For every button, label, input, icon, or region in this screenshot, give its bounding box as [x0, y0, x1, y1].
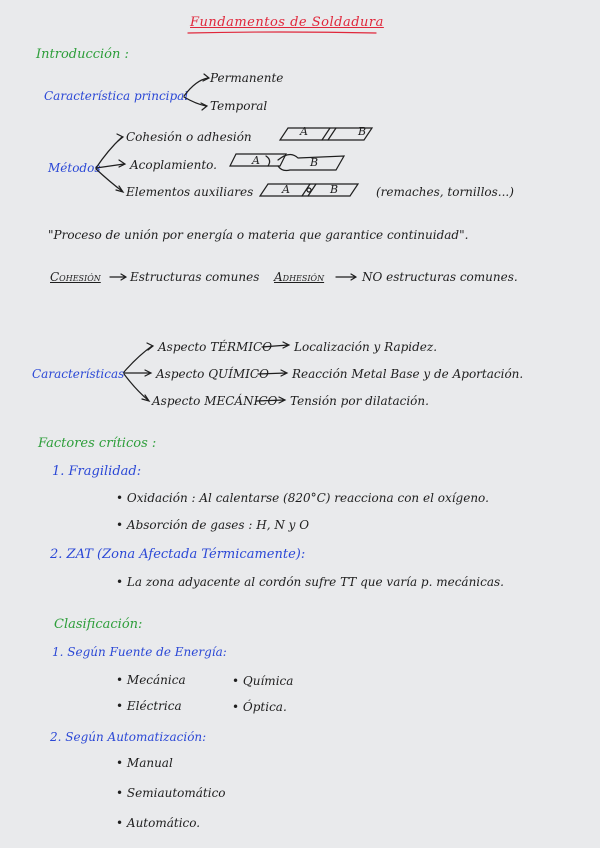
segun-automatizacion: 2. Según Automatización: — [50, 730, 207, 744]
branch-temporal — [184, 97, 206, 106]
clasificacion-heading: Clasificación: — [54, 617, 143, 632]
elementos-note: (remaches, tornillos...) — [376, 185, 514, 199]
adhesion-desc: NO estructuras comunes. — [362, 270, 518, 284]
segun-energia: 1. Según Fuente de Energía: — [52, 645, 227, 659]
resultado-mecanico: Tensión por dilatación. — [290, 394, 429, 408]
bullet-absorcion: • Absorción de gases : H, N y O — [116, 518, 310, 532]
arrowhead-temporal — [201, 103, 207, 110]
sketch1-part-a: A — [300, 125, 308, 138]
brace-mecanico — [124, 374, 148, 400]
energia-mecanica: • Mecánica — [116, 673, 186, 687]
adhesion-term: Adhesión — [274, 270, 325, 284]
arrow-cohesion — [110, 274, 126, 280]
aspecto-mecanico: Aspecto MECÁNICO — [152, 394, 278, 408]
bullet-zona-adyacente: • La zona adyacente al cordón sufre TT que varía p. mecánicas. — [116, 575, 504, 589]
auto-manual: • Manual — [116, 756, 173, 770]
option-temporal: Temporal — [210, 99, 268, 113]
factor-fragilidad: 1. Fragilidad: — [52, 464, 142, 479]
factor-zat: 2. ZAT (Zona Afectada Térmicamente): — [50, 547, 306, 562]
aspecto-quimico: Aspecto QUÍMICO — [156, 367, 269, 381]
brace-elementos — [96, 169, 122, 191]
metodo-cohesion: Cohesión o adhesión — [126, 130, 252, 144]
sketch2-part-b: B — [310, 156, 319, 169]
intro-heading: Introducción : — [36, 47, 129, 62]
sketch3-part-b: B — [330, 183, 339, 196]
cohesion-desc: Estructuras comunes — [130, 270, 260, 284]
arrowhead-permanente — [203, 74, 209, 81]
factores-heading: Factores críticos : — [38, 436, 157, 451]
page-title: Fundamentos de Soldadura — [190, 15, 384, 30]
metodo-elementos: Elementos auxiliares — [126, 185, 254, 199]
brace-cohesion — [96, 137, 122, 168]
resultado-quimico: Reacción Metal Base y de Aportación. — [292, 367, 524, 381]
metodo-acoplamiento: Acoplamiento. — [130, 158, 217, 172]
option-permanente: Permanente — [210, 71, 284, 85]
definition-quote: "Proceso de unión por energía o materia que garantice continuidad". — [48, 228, 469, 242]
sketch1-part-b: B — [358, 125, 367, 138]
sketch2-part-a: A — [252, 154, 260, 167]
cohesion-term: Cohesión — [50, 270, 101, 284]
auto-automatico: • Automático. — [116, 816, 201, 830]
caracteristica-principal-label: Característica principal — [44, 89, 189, 103]
resultado-termico: Localización y Rapidez. — [294, 340, 438, 354]
energia-electrica: • Eléctrica — [116, 699, 182, 713]
auto-semiautomatico: • Semiautomático — [116, 786, 226, 800]
arrow-mecanico — [256, 397, 285, 403]
energia-optica: • Óptica. — [232, 700, 287, 714]
arrow-adhesion — [336, 274, 356, 280]
bullet-oxidacion: • Oxidación : Al calentarse (820°C) reacciona con el oxígeno. — [116, 491, 489, 505]
arrow-quimico — [258, 370, 287, 376]
aspecto-termico: Aspecto TÉRMICO — [158, 340, 273, 354]
metodos-label: Métodos — [48, 161, 101, 175]
sketch3-part-a: A — [282, 183, 290, 196]
arrow-termico — [262, 342, 289, 348]
caracteristicas-label: Características — [32, 367, 125, 381]
energia-quimica: • Química — [232, 674, 294, 688]
